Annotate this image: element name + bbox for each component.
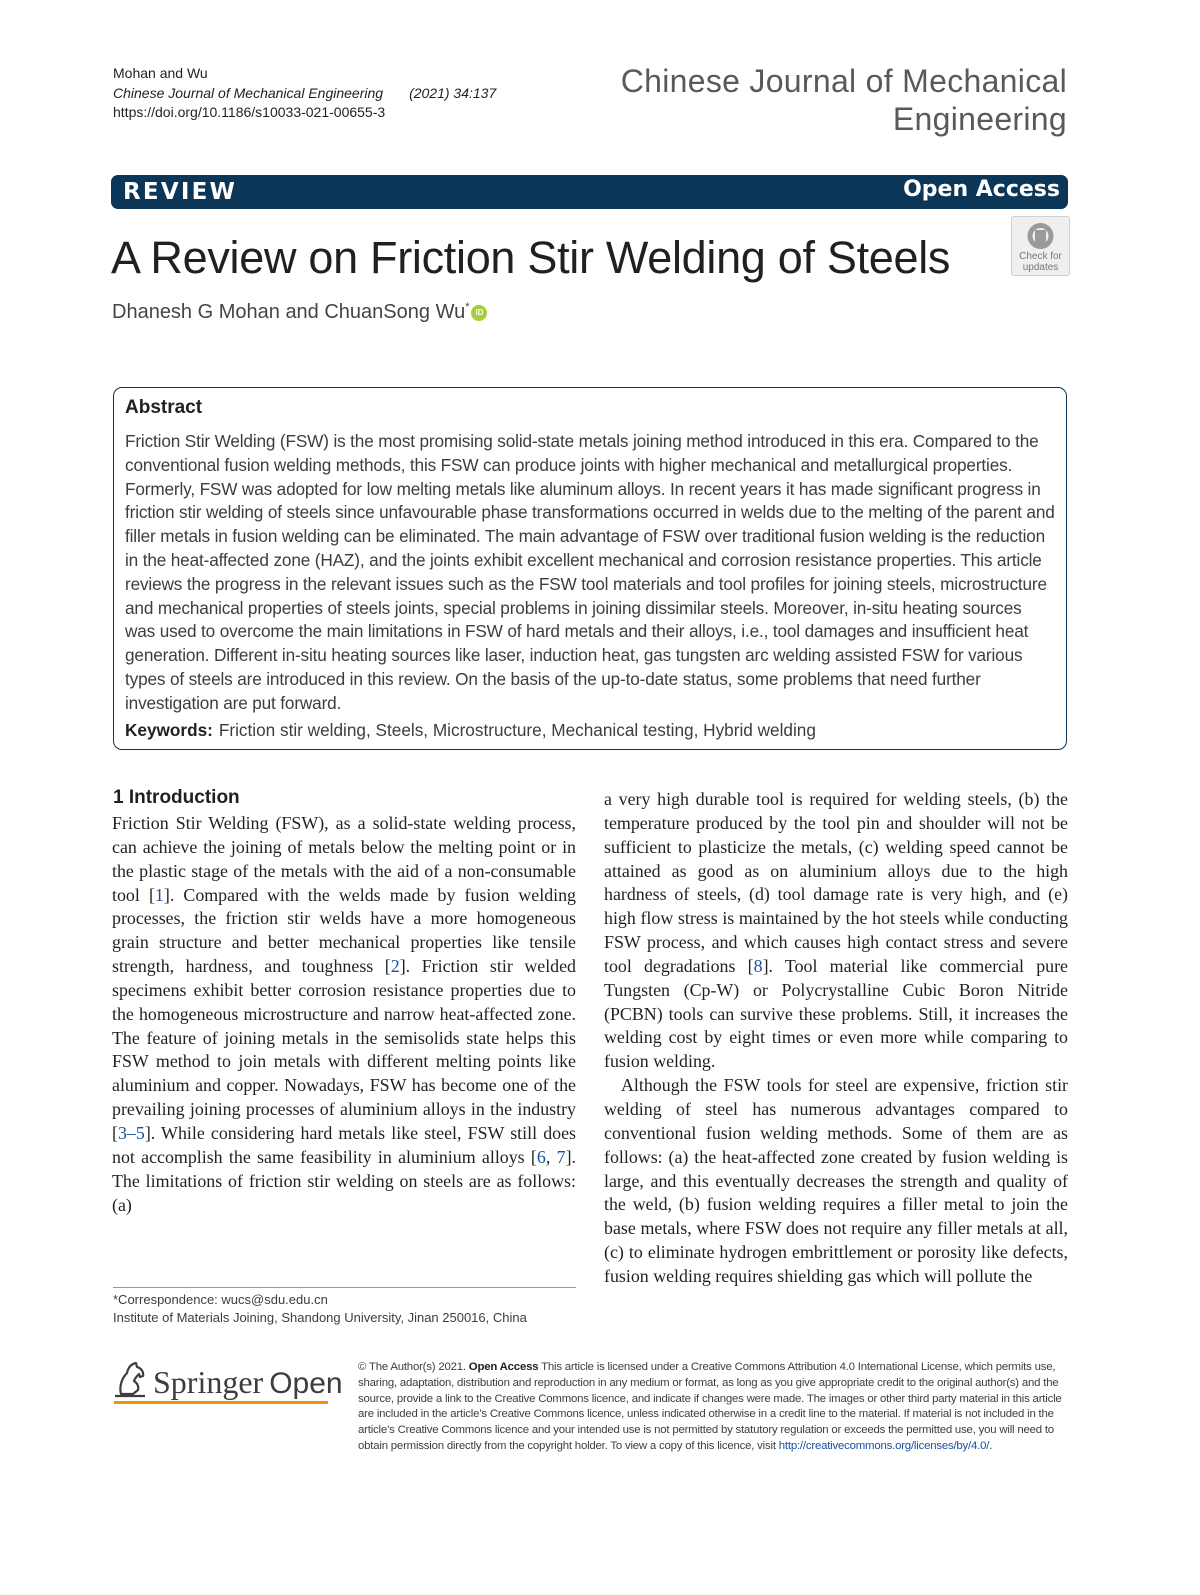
- abstract-text: Friction Stir Welding (FSW) is the most promising solid-state metals joining method introduced in this era. Compared to the conventional fusion welding methods, this FSW can produce joints with higher mechanical and metallurgical properties. Formerly, FSW was adopted for low melting metals like aluminum alloys. In recent years it has made significant progress in friction stir welding of steels since unfavourable phase transformations occurred in welds due to the melting of the parent and filler metals in fusion welding can be eliminated. The main advantage of FSW over traditional fusion welding is the reduction in the heat-affected zone (HAZ), and the joints exhibit excellent mechanical and corrosion resistance properties. This article reviews the progress in the relevant issues such as the FSW tool materials and tool profiles for joining steels, microstructure and mechanical properties of steels joints, special problems in joining dissimilar steels. Moreover, in-situ heating sources was used to overcome the main limitations in FSW of hard metals and their alloys, i.e., tool damages and insufficient heat generation. Different in-situ heating sources like laser, induction heat, gas tungsten arc welding assisted FSW for various types of steels are introduced in this review. On the basis of the up-to-date status, some problems that need further investigation are put forward.: [125, 431, 1055, 713]
- keywords-line: [125, 720, 1055, 741]
- corresponding-mark: *: [465, 301, 470, 313]
- license-open-access: Open Access: [468, 1361, 539, 1373]
- check-label-1: Check for: [1019, 251, 1062, 262]
- article-title: A Review on Friction Stir Welding of Steels: [111, 232, 951, 283]
- author-list: [112, 301, 487, 324]
- short-authors: Mohan and Wu: [113, 65, 208, 81]
- orcid-icon[interactable]: iD: [471, 305, 487, 321]
- publisher-name: Springer: [153, 1364, 264, 1400]
- citation-link[interactable]: 2: [390, 956, 400, 977]
- paragraph-2: Although the FSW tools for steel are expensive, friction stir welding of steel has numerous advantages compared to conventional fusion welding methods. Some of them are as follows: (a) the heat-affected zone created by fusion welding is large, and this eventually decreases the strength and quality of the weld, (b) fusion welding requires a filler metal to join the base metals, where FSW does not require any filler metals at all, (c) to eliminate hydrogen embrittlement or porosity like defects, fusion welding requires shielding gas which will pollute the: [604, 1075, 1068, 1286]
- horse-logo-icon: [113, 1360, 149, 1400]
- abstract-box: [113, 387, 1067, 750]
- journal-title-line2: Engineering: [892, 101, 1067, 137]
- correspondence: *Correspondence: wucs@sdu.edu.cn: [113, 1292, 328, 1307]
- footnote: [113, 1291, 527, 1327]
- license-link[interactable]: http://creativecommons.org/licenses/by/4.0/: [778, 1439, 990, 1452]
- body-column-left: [112, 812, 576, 1217]
- paragraph-1: Friction Stir Welding (FSW), as a solid-state welding process, can achieve the joining of metals below the melting point or in the plastic stage of the metals with the aid of a non-consumable tool [1]. Compared with the welds made by fusion welding processes, the friction stir welds have a more homogeneous grain structure and better mechanical properties like tensile strength, hardness, and toughness [2]. Friction stir welded specimens exhibit better corrosion resistance properties due to the homogeneous microstructure and narrow heat-affected zone. The feature of joining metals in the semisolids state helps this FSW method to join metals with different melting points like aluminium and copper. Nowadays, FSW has become one of the prevailing joining processes of aluminium alloys in the industry [3–5]. While considering hard metals like steel, FSW still does not accomplish the same feasibility in aluminium alloys [6, 7]. The limitations of friction stir welding on steels are as follows: (a): [112, 813, 576, 1215]
- citation-link[interactable]: 3–5: [117, 1122, 145, 1143]
- springer-accent-bar: [114, 1401, 328, 1404]
- article-type-label: REVIEW: [123, 179, 238, 205]
- section-heading: 1 Introduction: [113, 787, 240, 808]
- paragraph-1-continued: a very high durable tool is required for welding steels, (b) the temperature produced by the tool pin and shoulder will not be sufficient to plasticize the metals, (c) welding speed cannot be attained as good as on aluminium alloys due to the high hardness of steels, (d) tool damage rate is very high, and (e) high flow stress is maintained by the hot steels while conducting FSW process, and which causes high contact stress and severe tool degradations [8]. Tool material like commercial pure Tungsten (Cp-W) or Polycrystalline Cubic Boron Nitride (PCBN) tools can survive these problems. Still, it increases the welding cost by eight times or even more while comparing to fusion welding.: [604, 789, 1068, 1072]
- journal-title: [547, 62, 1067, 138]
- publisher-suffix: Open: [269, 1367, 343, 1400]
- citation-link[interactable]: 8: [753, 955, 763, 976]
- crossmark-icon: [1024, 221, 1057, 251]
- doi-link[interactable]: https://doi.org/10.1186/s10033-021-00655-3: [113, 104, 386, 120]
- citation-link[interactable]: 7: [556, 1146, 566, 1167]
- affiliation: Institute of Materials Joining, Shandong University, Jinan 250016, China: [113, 1310, 527, 1325]
- article-meta: [113, 64, 496, 123]
- article-type-banner: [111, 175, 1068, 209]
- citation-link[interactable]: 6: [536, 1146, 546, 1167]
- abstract-heading: Abstract: [125, 397, 203, 418]
- check-label-2: updates: [1022, 262, 1059, 273]
- authors-text: Dhanesh G Mohan and ChuanSong Wu: [112, 301, 466, 323]
- keywords-list: Friction stir welding, Steels, Microstructure, Mechanical testing, Hybrid welding: [218, 720, 816, 740]
- journal-issue: (2021) 34:137: [409, 84, 497, 101]
- check-for-updates-badge[interactable]: [1011, 216, 1070, 276]
- open-access-label: Open Access: [903, 177, 1060, 202]
- body-column-right: [604, 788, 1068, 1289]
- journal-citation: [113, 84, 496, 104]
- license-notice: © The Author(s) 2021. Open Access This article is licensed under a Creative Commons Attribution 4.0 International License, which permits use, sharing, adaptation, distribution and reproduction in any medium or format, as long as you give appropriate credit to the original author(s) and the source, provide a link to the Creative Commons licence, and indicate if changes were made. The images or other third party material in this article are included in the article’s Creative Commons licence, unless indicated otherwise in a credit line to the material. If material is not included in the article’s Creative Commons licence and your intended use is not permitted by statutory regulation or exceeds the permitted use, you will need to obtain permission directly from the copyright holder. To view a copy of this licence, visit http://creativecommons.org/licenses/by/4.0/.: [358, 1361, 1062, 1452]
- footnote-divider: [113, 1287, 576, 1288]
- keywords-label: Keywords:: [125, 720, 213, 740]
- journal-name: Chinese Journal of Mechanical Engineering: [113, 84, 384, 101]
- journal-title-line1: Chinese Journal of Mechanical: [620, 63, 1067, 99]
- citation-link[interactable]: 1: [154, 884, 164, 905]
